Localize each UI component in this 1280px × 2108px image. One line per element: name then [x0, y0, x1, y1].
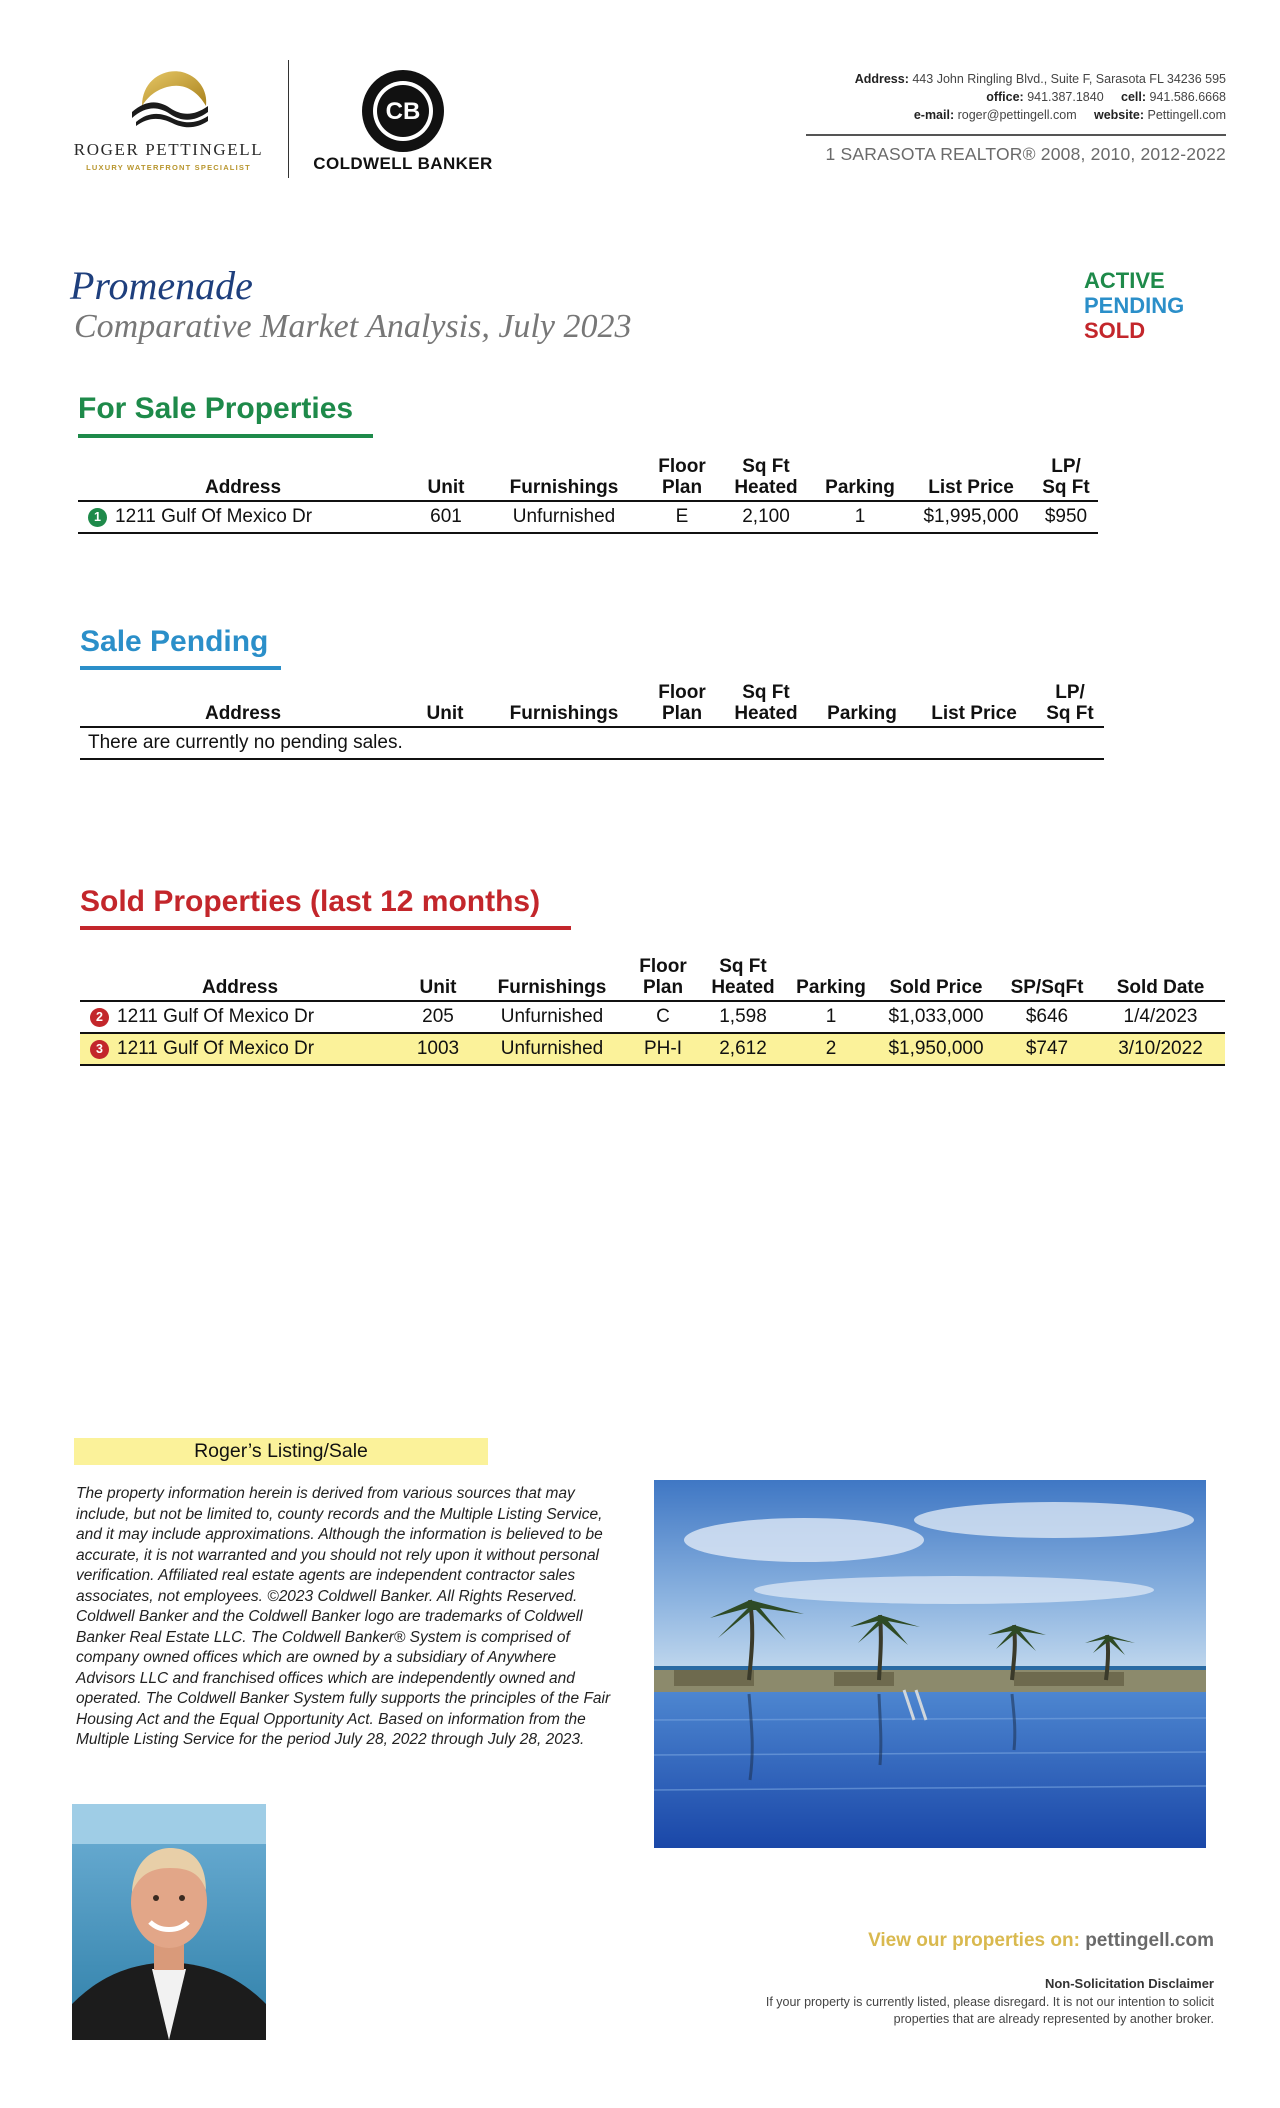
- for-sale-rule: [78, 434, 373, 438]
- col-floor-plan: Floor Plan: [644, 682, 720, 727]
- contact-divider: [806, 134, 1226, 136]
- furnishings-cell: Unfurnished: [476, 1033, 628, 1065]
- pool-photo: [654, 1480, 1206, 1848]
- email-website-line: e-mail: roger@pettingell.com website: Pettingell.com: [913, 108, 1226, 122]
- sold-table: [80, 956, 1225, 1066]
- date-cell: 3/10/2022: [1096, 1033, 1225, 1065]
- col-sqft: Sq Ft Heated: [698, 956, 788, 1001]
- address-cell: 3 1211 Gulf Of Mexico Dr: [80, 1033, 400, 1065]
- phone-line: office: 941.387.1840 cell: 941.586.6668: [986, 90, 1226, 104]
- brand-name: ROGER PETTINGELL: [73, 140, 264, 159]
- page-title: Promenade: [70, 263, 253, 308]
- price-cell: $1,995,000: [908, 501, 1034, 533]
- empty-row: [80, 727, 1104, 759]
- ppsf-cell: $747: [998, 1033, 1096, 1065]
- map-marker-badge: 1: [88, 508, 107, 527]
- roger-pettingell-logo: [66, 66, 271, 176]
- no-pending-message: There are currently no pending sales.: [80, 727, 1104, 759]
- ppsf-cell: $950: [1034, 501, 1098, 533]
- col-address: Address: [80, 956, 400, 1001]
- legend-active: ACTIVE: [1084, 268, 1165, 293]
- parking-cell: 2: [788, 1033, 874, 1065]
- listing-highlight-key: Roger’s Listing/Sale: [74, 1438, 488, 1465]
- plan-cell: E: [644, 501, 720, 533]
- house-wave-emblem-icon: [128, 66, 212, 128]
- col-floor-plan: Floor Plan: [644, 456, 720, 501]
- site-link[interactable]: pettingell.com: [1085, 1930, 1214, 1951]
- col-sqft: Sq Ft Heated: [720, 682, 812, 727]
- legend-sold: SOLD: [1084, 318, 1146, 343]
- sqft-cell: 2,612: [698, 1033, 788, 1065]
- sold-rule: [80, 926, 571, 930]
- price-cell: $1,950,000: [874, 1033, 998, 1065]
- col-list-price: List Price: [912, 682, 1036, 727]
- realtor-award-line: 1 SARASOTA REALTOR® 2008, 2010, 2012-2022: [825, 144, 1226, 164]
- page-subtitle: Comparative Market Analysis, July 2023: [74, 308, 632, 345]
- unit-cell: 1003: [400, 1033, 476, 1065]
- map-marker-badge: 2: [90, 1008, 109, 1027]
- non-solicitation-title: Non-Solicitation Disclaimer: [1044, 1976, 1214, 1991]
- table-header-row: [80, 682, 1104, 727]
- email-link[interactable]: roger@pettingell.com: [957, 108, 1077, 122]
- col-unit: Unit: [406, 682, 484, 727]
- table-header-row: [78, 456, 1098, 501]
- non-solicitation-text: If your property is currently listed, please disregard. It is not our intention to solicit properties that are already represented by another broker.: [765, 1995, 1214, 2026]
- col-furnishings: Furnishings: [484, 682, 644, 727]
- date-cell: 1/4/2023: [1096, 1001, 1225, 1033]
- website-link[interactable]: Pettingell.com: [1147, 108, 1226, 122]
- cb-global-luxury-seal-icon: [360, 68, 446, 154]
- address-cell: 1 1211 Gulf Of Mexico Dr: [78, 501, 408, 533]
- col-sqft: Sq Ft Heated: [720, 456, 812, 501]
- table-header-row: [80, 956, 1225, 1001]
- plan-cell: PH-I: [628, 1033, 698, 1065]
- col-furnishings: Furnishings: [476, 956, 628, 1001]
- price-cell: $1,033,000: [874, 1001, 998, 1033]
- pending-table: [80, 682, 1104, 760]
- table-row[interactable]: [78, 501, 1098, 533]
- col-sold-date: Sold Date: [1096, 956, 1225, 1001]
- pending-rule: [80, 666, 281, 670]
- svg-text:CB: CB: [385, 98, 421, 125]
- address-line: Address: 443 John Ringling Blvd., Suite F, Sarasota FL 34236 595: [854, 72, 1226, 86]
- legend-pending: PENDING: [1084, 293, 1185, 318]
- cb-name: COLDWELL BANKER: [313, 154, 493, 173]
- col-lp-sqft: LP/ Sq Ft: [1036, 682, 1104, 727]
- brand-tagline: LUXURY WATERFRONT SPECIALIST: [86, 163, 251, 172]
- coldwell-banker-logo: [308, 68, 498, 178]
- parking-cell: 1: [812, 501, 908, 533]
- pool-palm-image-icon: [654, 1480, 1206, 1848]
- table-row[interactable]: [80, 1001, 1225, 1033]
- for-sale-title: For Sale Properties: [78, 392, 354, 425]
- unit-cell: 205: [400, 1001, 476, 1033]
- sqft-cell: 1,598: [698, 1001, 788, 1033]
- logo-divider: [288, 60, 289, 178]
- furnishings-cell: Unfurnished: [484, 501, 644, 533]
- sqft-cell: 2,100: [720, 501, 812, 533]
- col-unit: Unit: [400, 956, 476, 1001]
- col-floor-plan: Floor Plan: [628, 956, 698, 1001]
- col-unit: Unit: [408, 456, 484, 501]
- col-address: Address: [80, 682, 406, 727]
- furnishings-cell: Unfurnished: [476, 1001, 628, 1033]
- col-parking: Parking: [788, 956, 874, 1001]
- view-properties-line: View our properties on: pettingell.com: [868, 1930, 1214, 1951]
- agent-photo: [72, 1804, 266, 2040]
- col-list-price: List Price: [908, 456, 1034, 501]
- contact-block: [706, 70, 1226, 124]
- status-legend: [1084, 268, 1184, 343]
- col-sp-sqft: SP/SqFt: [998, 956, 1096, 1001]
- ppsf-cell: $646: [998, 1001, 1096, 1033]
- pending-title: Sale Pending: [80, 625, 269, 658]
- col-furnishings: Furnishings: [484, 456, 644, 501]
- col-parking: Parking: [812, 456, 908, 501]
- col-parking: Parking: [812, 682, 912, 727]
- map-marker-badge: 3: [90, 1040, 109, 1059]
- address-cell: 2 1211 Gulf Of Mexico Dr: [80, 1001, 400, 1033]
- for-sale-table: [78, 456, 1098, 534]
- col-lp-sqft: LP/ Sq Ft: [1034, 456, 1098, 501]
- table-row-highlighted[interactable]: [80, 1033, 1225, 1065]
- unit-cell: 601: [408, 501, 484, 533]
- plan-cell: C: [628, 1001, 698, 1033]
- agent-portrait-icon: [72, 1804, 266, 2040]
- parking-cell: 1: [788, 1001, 874, 1033]
- col-sold-price: Sold Price: [874, 956, 998, 1001]
- sold-title: Sold Properties (last 12 months): [80, 885, 541, 918]
- legal-disclaimer: The property information herein is derived from various sources that may include, but not be limited to, county records and the Multiple Listing Service, and it may include approximations. Although the information is believed to be accurate, it is not warranted and you should not rely upon it without personal verification. Affiliated real estate agents are independent contractor sales associates, not employees. ©2023 Coldwell Banker. All Rights Reserved. Coldwell Banker and the Coldwell Banker logo are trademarks of Coldwell Banker Real Estate LLC. The Coldwell Banker® System is comprised of company owned offices which are owned by a subsidiary of Anywhere Advisors LLC and franchised offices which are independently owned and operated. The Coldwell Banker System fully supports the principles of the Fair Housing Act and the Equal Opportunity Act. Based on information from the Multiple Listing Service for the period July 28, 2022 through July 28, 2023.: [76, 1485, 611, 1748]
- col-address: Address: [78, 456, 408, 501]
